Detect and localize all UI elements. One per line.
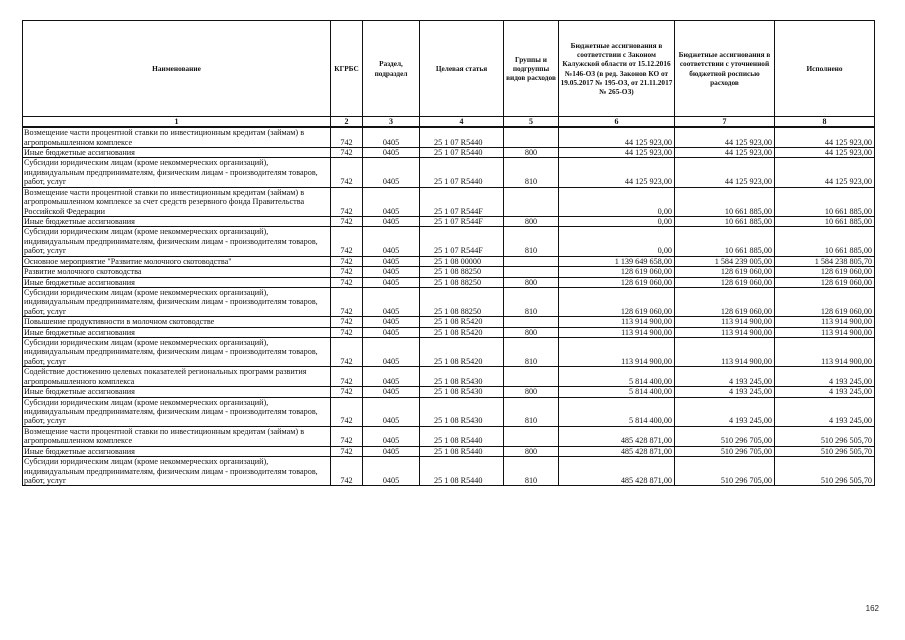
cell-name: Иные бюджетные ассигнования <box>23 148 331 158</box>
cell-expense-group <box>504 317 559 327</box>
cell-kgrbs: 742 <box>331 216 363 226</box>
cell-kgrbs: 742 <box>331 446 363 456</box>
cell-kgrbs: 742 <box>331 367 363 387</box>
cell-expense-group: 810 <box>504 397 559 426</box>
cell-section: 0405 <box>363 446 420 456</box>
table-row <box>23 158 875 187</box>
cell-expense-group: 810 <box>504 227 559 256</box>
cell-assigned: 128 619 060,00 <box>559 287 675 316</box>
header-row <box>23 21 875 117</box>
cell-refined: 128 619 060,00 <box>675 277 775 287</box>
cell-kgrbs: 742 <box>331 287 363 316</box>
cell-section: 0405 <box>363 187 420 216</box>
cell-target-article: 25 1 07 R5440 <box>420 158 504 187</box>
table-row <box>23 457 875 486</box>
cell-section: 0405 <box>363 397 420 426</box>
cell-expense-group: 800 <box>504 387 559 397</box>
cell-section: 0405 <box>363 216 420 226</box>
cell-refined: 128 619 060,00 <box>675 287 775 316</box>
cell-target-article: 25 1 07 R544F <box>420 187 504 216</box>
header-executed: Исполнено <box>775 21 875 117</box>
cell-executed: 128 619 060,00 <box>775 267 875 277</box>
cell-section: 0405 <box>363 277 420 287</box>
cell-expense-group: 810 <box>504 457 559 486</box>
cell-assigned: 1 139 649 658,00 <box>559 256 675 266</box>
cell-expense-group: 800 <box>504 216 559 226</box>
cell-assigned: 0,00 <box>559 187 675 216</box>
cell-executed: 4 193 245,00 <box>775 387 875 397</box>
cell-assigned: 113 914 900,00 <box>559 327 675 337</box>
cell-name: Возмещение части процентной ставки по инвестиционным кредитам (займам) в агропромышленном комплексе <box>23 127 331 147</box>
cell-refined: 510 296 705,00 <box>675 446 775 456</box>
header-target-article: Целевая статья <box>420 21 504 117</box>
cell-name: Иные бюджетные ассигнования <box>23 277 331 287</box>
cell-executed: 44 125 923,00 <box>775 127 875 147</box>
budget-document <box>22 20 874 486</box>
cell-section: 0405 <box>363 327 420 337</box>
table-row <box>23 267 875 277</box>
cell-executed: 1 584 238 805,70 <box>775 256 875 266</box>
cell-name: Содействие достижению целевых показателей региональных программ развития агропромышленного комплекса <box>23 367 331 387</box>
header-refined: Бюджетные ассигнования в соответствии с уточненной бюджетной росписью расходов <box>675 21 775 117</box>
cell-assigned: 5 814 400,00 <box>559 397 675 426</box>
cell-refined: 44 125 923,00 <box>675 148 775 158</box>
cell-refined: 4 193 245,00 <box>675 367 775 387</box>
cell-assigned: 44 125 923,00 <box>559 127 675 147</box>
column-number: 4 <box>420 117 504 128</box>
table-row <box>23 127 875 147</box>
table-row <box>23 426 875 446</box>
cell-target-article: 25 1 08 R5430 <box>420 367 504 387</box>
table-row <box>23 287 875 316</box>
cell-refined: 10 661 885,00 <box>675 216 775 226</box>
cell-executed: 10 661 885,00 <box>775 216 875 226</box>
cell-name: Иные бюджетные ассигнования <box>23 446 331 456</box>
table-row <box>23 387 875 397</box>
cell-kgrbs: 742 <box>331 187 363 216</box>
cell-kgrbs: 742 <box>331 267 363 277</box>
header-name: Наименование <box>23 21 331 117</box>
cell-assigned: 113 914 900,00 <box>559 338 675 367</box>
cell-executed: 10 661 885,00 <box>775 227 875 256</box>
cell-executed: 44 125 923,00 <box>775 158 875 187</box>
cell-executed: 44 125 923,00 <box>775 148 875 158</box>
cell-name: Повышение продуктивности в молочном скотоводстве <box>23 317 331 327</box>
cell-target-article: 25 1 08 R5440 <box>420 426 504 446</box>
cell-name: Субсидии юридическим лицам (кроме некоммерческих организаций), индивидуальным предпринимателям, физическим лицам - производителям товаров, работ, услуг <box>23 397 331 426</box>
cell-target-article: 25 1 08 R5430 <box>420 387 504 397</box>
cell-assigned: 5 814 400,00 <box>559 387 675 397</box>
cell-refined: 4 193 245,00 <box>675 397 775 426</box>
cell-expense-group <box>504 367 559 387</box>
cell-name: Иные бюджетные ассигнования <box>23 387 331 397</box>
cell-assigned: 128 619 060,00 <box>559 267 675 277</box>
cell-assigned: 485 428 871,00 <box>559 426 675 446</box>
cell-kgrbs: 742 <box>331 457 363 486</box>
budget-table <box>22 20 875 486</box>
cell-target-article: 25 1 08 88250 <box>420 287 504 316</box>
cell-assigned: 0,00 <box>559 227 675 256</box>
cell-refined: 10 661 885,00 <box>675 187 775 216</box>
table-row <box>23 338 875 367</box>
cell-executed: 113 914 900,00 <box>775 327 875 337</box>
cell-name: Субсидии юридическим лицам (кроме некоммерческих организаций), индивидуальным предпринимателям, физическим лицам - производителям товаров, работ, услуг <box>23 287 331 316</box>
cell-expense-group: 810 <box>504 287 559 316</box>
cell-target-article: 25 1 08 00000 <box>420 256 504 266</box>
cell-name: Основное мероприятие "Развитие молочного скотоводства" <box>23 256 331 266</box>
cell-expense-group <box>504 187 559 216</box>
cell-assigned: 113 914 900,00 <box>559 317 675 327</box>
cell-assigned: 44 125 923,00 <box>559 148 675 158</box>
cell-name: Возмещение части процентной ставки по инвестиционным кредитам (займам) в агропромышленном комплексе за счет средств резервного фонда Правительства Российской Федерации <box>23 187 331 216</box>
cell-refined: 44 125 923,00 <box>675 158 775 187</box>
cell-section: 0405 <box>363 267 420 277</box>
table-row <box>23 367 875 387</box>
cell-kgrbs: 742 <box>331 317 363 327</box>
table-row <box>23 216 875 226</box>
column-number: 6 <box>559 117 675 128</box>
cell-refined: 113 914 900,00 <box>675 338 775 367</box>
cell-refined: 510 296 705,00 <box>675 426 775 446</box>
cell-target-article: 25 1 07 R5440 <box>420 148 504 158</box>
cell-refined: 510 296 705,00 <box>675 457 775 486</box>
cell-name: Иные бюджетные ассигнования <box>23 327 331 337</box>
cell-expense-group: 810 <box>504 338 559 367</box>
cell-refined: 128 619 060,00 <box>675 267 775 277</box>
cell-section: 0405 <box>363 457 420 486</box>
cell-expense-group <box>504 267 559 277</box>
cell-expense-group <box>504 426 559 446</box>
cell-target-article: 25 1 07 R544F <box>420 216 504 226</box>
page-number: 162 <box>865 604 879 613</box>
cell-expense-group: 800 <box>504 327 559 337</box>
cell-assigned: 44 125 923,00 <box>559 158 675 187</box>
cell-assigned: 485 428 871,00 <box>559 457 675 486</box>
table-row <box>23 277 875 287</box>
cell-target-article: 25 1 08 R5440 <box>420 457 504 486</box>
header-expense-group: Группы и подгруппы видов расходов <box>504 21 559 117</box>
cell-section: 0405 <box>363 127 420 147</box>
cell-name: Иные бюджетные ассигнования <box>23 216 331 226</box>
table-row <box>23 187 875 216</box>
cell-section: 0405 <box>363 227 420 256</box>
cell-section: 0405 <box>363 338 420 367</box>
cell-kgrbs: 742 <box>331 158 363 187</box>
cell-executed: 4 193 245,00 <box>775 397 875 426</box>
cell-assigned: 5 814 400,00 <box>559 367 675 387</box>
cell-executed: 4 193 245,00 <box>775 367 875 387</box>
cell-refined: 44 125 923,00 <box>675 127 775 147</box>
cell-target-article: 25 1 08 88250 <box>420 267 504 277</box>
cell-section: 0405 <box>363 148 420 158</box>
cell-expense-group: 800 <box>504 277 559 287</box>
cell-name: Возмещение части процентной ставки по инвестиционным кредитам (займам) в агропромышленном комплексе <box>23 426 331 446</box>
cell-executed: 510 296 505,70 <box>775 426 875 446</box>
cell-target-article: 25 1 08 R5430 <box>420 397 504 426</box>
cell-refined: 113 914 900,00 <box>675 317 775 327</box>
cell-refined: 113 914 900,00 <box>675 327 775 337</box>
column-number: 1 <box>23 117 331 128</box>
cell-expense-group: 800 <box>504 446 559 456</box>
cell-kgrbs: 742 <box>331 387 363 397</box>
cell-target-article: 25 1 08 R5420 <box>420 338 504 367</box>
table-row <box>23 327 875 337</box>
cell-section: 0405 <box>363 426 420 446</box>
cell-executed: 510 296 505,70 <box>775 457 875 486</box>
cell-kgrbs: 742 <box>331 256 363 266</box>
cell-target-article: 25 1 08 R5440 <box>420 446 504 456</box>
cell-kgrbs: 742 <box>331 227 363 256</box>
cell-target-article: 25 1 08 R5420 <box>420 317 504 327</box>
cell-executed: 510 296 505,70 <box>775 446 875 456</box>
cell-name: Субсидии юридическим лицам (кроме некоммерческих организаций), индивидуальным предпринимателям, физическим лицам - производителям товаров, работ, услуг <box>23 338 331 367</box>
cell-section: 0405 <box>363 287 420 316</box>
cell-expense-group <box>504 256 559 266</box>
cell-kgrbs: 742 <box>331 327 363 337</box>
table-row <box>23 317 875 327</box>
cell-kgrbs: 742 <box>331 338 363 367</box>
cell-expense-group <box>504 127 559 147</box>
column-number: 3 <box>363 117 420 128</box>
column-number-row <box>23 117 875 128</box>
cell-refined: 1 584 239 005,00 <box>675 256 775 266</box>
cell-assigned: 0,00 <box>559 216 675 226</box>
cell-expense-group: 800 <box>504 148 559 158</box>
table-row <box>23 256 875 266</box>
table-row <box>23 148 875 158</box>
cell-section: 0405 <box>363 256 420 266</box>
cell-kgrbs: 742 <box>331 426 363 446</box>
header-kgrbs: КГРБС <box>331 21 363 117</box>
cell-refined: 10 661 885,00 <box>675 227 775 256</box>
cell-refined: 4 193 245,00 <box>675 387 775 397</box>
cell-name: Развитие молочного скотоводства <box>23 267 331 277</box>
cell-section: 0405 <box>363 158 420 187</box>
cell-section: 0405 <box>363 317 420 327</box>
cell-target-article: 25 1 07 R5440 <box>420 127 504 147</box>
column-number: 5 <box>504 117 559 128</box>
cell-assigned: 485 428 871,00 <box>559 446 675 456</box>
table-row <box>23 397 875 426</box>
table-row <box>23 446 875 456</box>
cell-section: 0405 <box>363 387 420 397</box>
header-section: Раздел, подраздел <box>363 21 420 117</box>
cell-target-article: 25 1 07 R544F <box>420 227 504 256</box>
cell-executed: 128 619 060,00 <box>775 287 875 316</box>
cell-executed: 113 914 900,00 <box>775 317 875 327</box>
table-body <box>23 127 875 486</box>
cell-assigned: 128 619 060,00 <box>559 277 675 287</box>
cell-target-article: 25 1 08 R5420 <box>420 327 504 337</box>
header-assigned: Бюджетные ассигнования в соответствии с Законом Калужской области от 15.12.2016 №146-ОЗ (в ред. Законов КО от 19.05.2017 № 195-ОЗ, от 21.11.2017 № 265-ОЗ) <box>559 21 675 117</box>
cell-name: Субсидии юридическим лицам (кроме некоммерческих организаций), индивидуальным предпринимателям, физическим лицам - производителям товаров, работ, услуг <box>23 158 331 187</box>
column-number: 2 <box>331 117 363 128</box>
cell-kgrbs: 742 <box>331 127 363 147</box>
table-row <box>23 227 875 256</box>
column-number: 7 <box>675 117 775 128</box>
cell-kgrbs: 742 <box>331 148 363 158</box>
cell-section: 0405 <box>363 367 420 387</box>
cell-name: Субсидии юридическим лицам (кроме некоммерческих организаций), индивидуальным предпринимателям, физическим лицам - производителям товаров, работ, услуг <box>23 457 331 486</box>
cell-kgrbs: 742 <box>331 277 363 287</box>
cell-name: Субсидии юридическим лицам (кроме некоммерческих организаций), индивидуальным предпринимателям, физическим лицам - производителям товаров, работ, услуг <box>23 227 331 256</box>
cell-target-article: 25 1 08 88250 <box>420 277 504 287</box>
cell-executed: 113 914 900,00 <box>775 338 875 367</box>
cell-kgrbs: 742 <box>331 397 363 426</box>
cell-expense-group: 810 <box>504 158 559 187</box>
cell-executed: 128 619 060,00 <box>775 277 875 287</box>
column-number: 8 <box>775 117 875 128</box>
cell-executed: 10 661 885,00 <box>775 187 875 216</box>
